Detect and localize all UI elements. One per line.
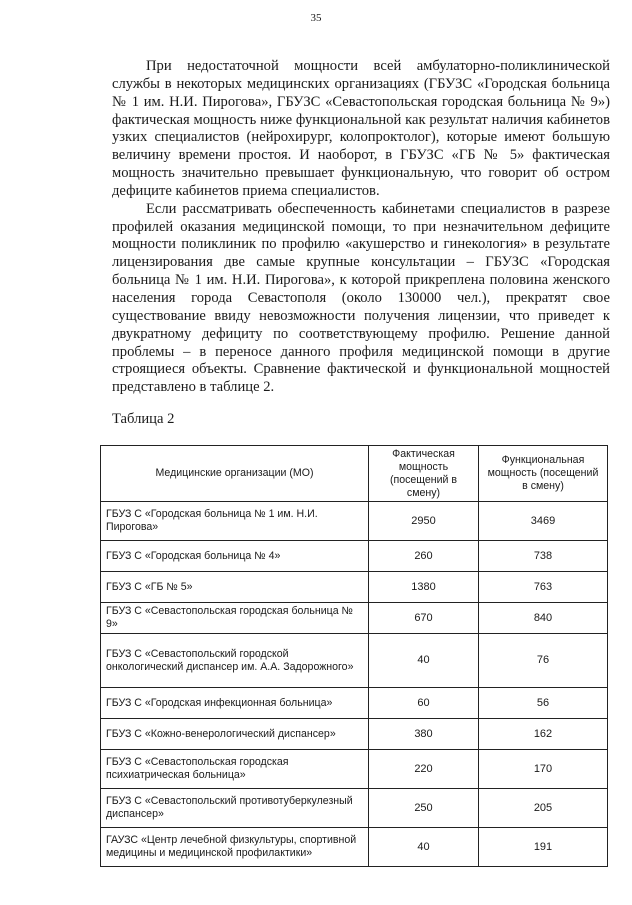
actual-capacity: 40 (369, 828, 479, 867)
table-row (101, 541, 608, 572)
actual-capacity: 260 (369, 541, 479, 572)
functional-capacity: 191 (479, 828, 608, 867)
functional-capacity: 3469 (479, 502, 608, 541)
table-row (101, 750, 608, 789)
functional-capacity: 738 (479, 541, 608, 572)
body-text (112, 58, 610, 397)
page-number: 35 (310, 12, 322, 24)
organization-name: ГБУЗ С «Севастопольский противотуберкулезный диспансер» (101, 789, 369, 828)
actual-capacity: 250 (369, 789, 479, 828)
table-row (101, 719, 608, 750)
organization-name: ГБУЗ С «Кожно-венерологический диспансер» (101, 719, 369, 750)
table-row (101, 502, 608, 541)
actual-capacity: 380 (369, 719, 479, 750)
organization-name: ГБУЗ С «Городская больница № 4» (101, 541, 369, 572)
actual-capacity: 40 (369, 634, 479, 688)
table-row (101, 603, 608, 634)
table-header-row (101, 446, 608, 502)
table-row (101, 634, 608, 688)
capacity-table (100, 445, 608, 867)
actual-capacity: 1380 (369, 572, 479, 603)
functional-capacity: 56 (479, 688, 608, 719)
functional-capacity: 840 (479, 603, 608, 634)
table-caption: Таблица 2 (112, 411, 175, 427)
header-actual-capacity: Фактическая мощность (посещений в смену) (369, 446, 479, 502)
actual-capacity: 670 (369, 603, 479, 634)
header-organizations: Медицинские организации (МО) (101, 446, 369, 502)
organization-name: ГАУЗС «Центр лечебной физкультуры, спортивной медицины и медицинской профилактики» (101, 828, 369, 867)
table-row (101, 572, 608, 603)
functional-capacity: 162 (479, 719, 608, 750)
actual-capacity: 2950 (369, 502, 479, 541)
organization-name: ГБУЗ С «Севастопольская городская больница № 9» (101, 603, 369, 634)
functional-capacity: 205 (479, 789, 608, 828)
organization-name: ГБУЗ С «Севастопольская городская психиатрическая больница» (101, 750, 369, 789)
table-row (101, 828, 608, 867)
organization-name: ГБУЗ С «Севастопольский городской онкологический диспансер им. А.А. Задорожного» (101, 634, 369, 688)
paragraph: При недостаточной мощности всей амбулаторно-поликлинической службы в некоторых медицинских организациях (ГБУЗС «Городская больница № 1 им. Н.И. Пирогова», ГБУЗС «Севастопольская городская больница № 9») фактическая мощность ниже функциональной как результат наличия кабинетов узких специалистов (нейрохирург, колопроктолог), которые имеют большую величину времени простоя. И наоборот, в ГБУЗС «ГБ № 5» фактическая мощность значительно превышает функциональную, что говорит об остром дефиците кабинетов приема специалистов. (112, 58, 610, 199)
organization-name: ГБУЗ С «ГБ № 5» (101, 572, 369, 603)
functional-capacity: 170 (479, 750, 608, 789)
organization-name: ГБУЗ С «Городская инфекционная больница» (101, 688, 369, 719)
table-row (101, 789, 608, 828)
paragraph: Если рассматривать обеспеченность кабинетами специалистов в разрезе профилей оказания медицинской помощи, то при незначительном дефиците мощности поликлиник по профилю «акушерство и гинекология» в результате лицензирования две самые крупные консультации – ГБУЗС «Городская больница № 1 им. Н.И. Пирогова», к которой прикреплена половина женского населения города Севастополя (около 130000 чел.), прекратят свое существование ввиду невозможности получения лицензии, что приведет к двукратному дефициту по соответствующему профилю. Решение данной проблемы – в переносе данного профиля медицинской помощи в другие строящиеся объекты. Сравнение фактической и функциональной мощностей представлено в таблице 2. (112, 200, 610, 396)
header-functional-capacity: Функциональная мощность (посещений в смену) (479, 446, 608, 502)
organization-name: ГБУЗ С «Городская больница № 1 им. Н.И. Пирогова» (101, 502, 369, 541)
functional-capacity: 76 (479, 634, 608, 688)
table-row (101, 688, 608, 719)
actual-capacity: 220 (369, 750, 479, 789)
actual-capacity: 60 (369, 688, 479, 719)
functional-capacity: 763 (479, 572, 608, 603)
